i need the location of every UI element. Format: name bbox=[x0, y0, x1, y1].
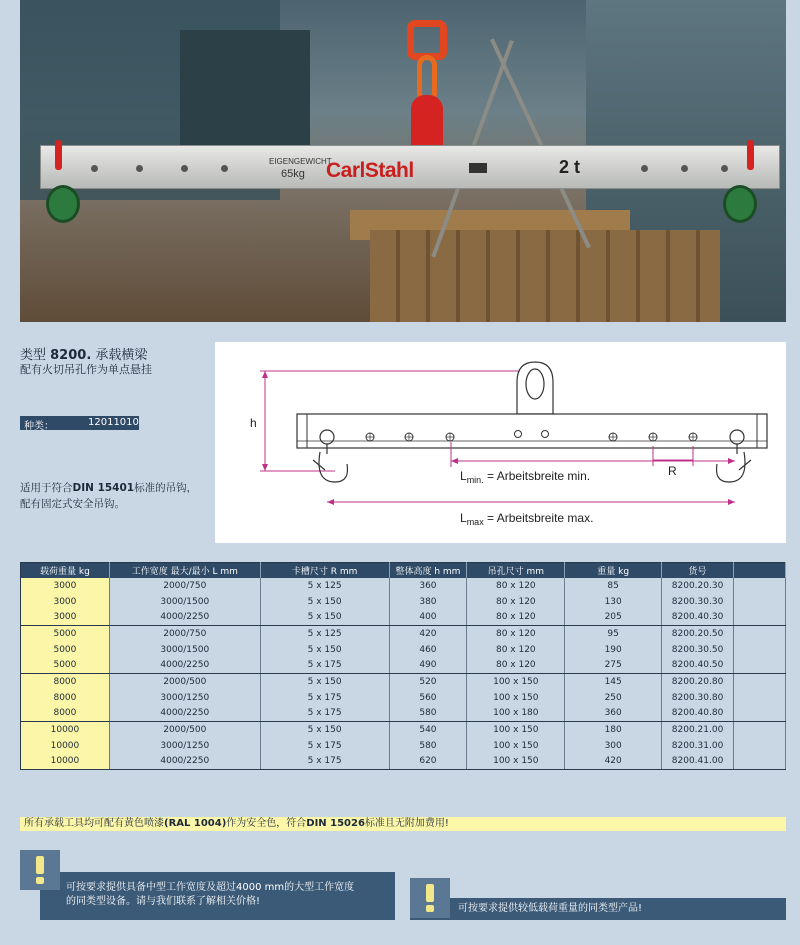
table-cell: 10000 bbox=[21, 754, 110, 770]
col-header: 载荷重量 kg bbox=[21, 563, 110, 578]
beam-weight-label: 65kg bbox=[281, 168, 305, 180]
col-header: 工作宽度 最大/最小 L mm bbox=[109, 563, 260, 578]
col-header bbox=[734, 563, 786, 578]
table-cell: 5 x 175 bbox=[260, 738, 389, 754]
safety-pin bbox=[747, 140, 754, 170]
table-cell: 8200.20.50 bbox=[662, 626, 734, 642]
hook-icon bbox=[723, 185, 757, 223]
table-cell: 5 x 150 bbox=[260, 610, 389, 626]
table-row bbox=[21, 626, 786, 642]
table-cell: 8200.30.30 bbox=[662, 594, 734, 610]
table-cell: 10000 bbox=[21, 722, 110, 738]
table-cell: 180 bbox=[565, 722, 662, 738]
table-row bbox=[21, 594, 786, 610]
table-cell: 5000 bbox=[21, 626, 110, 642]
info-box-wide-widths: 可按要求提供具备中型工作宽度及超过4000 mm的大型工作宽度 的同类型设备。请与我们联系了解相关价格! bbox=[40, 872, 395, 920]
col-header: 货号 bbox=[662, 563, 734, 578]
table-cell: 2000/750 bbox=[109, 626, 260, 642]
table-cell-empty bbox=[734, 754, 786, 770]
paint-note: 所有承载工具均可配有黄色喷漆(RAL 1004)作为安全色，符合DIN 15026标准且无附加费用! bbox=[20, 817, 786, 831]
table-cell: 5000 bbox=[21, 642, 110, 658]
table-cell: 100 x 150 bbox=[467, 690, 565, 706]
table-row bbox=[21, 610, 786, 626]
table-cell: 5 x 175 bbox=[260, 658, 389, 674]
table-cell: 275 bbox=[565, 658, 662, 674]
table-cell: 3000/1500 bbox=[109, 642, 260, 658]
table-cell: 8200.31.00 bbox=[662, 738, 734, 754]
table-cell: 3000/1500 bbox=[109, 594, 260, 610]
page-subtitle: 配有火切吊孔作为单点悬挂 bbox=[20, 363, 152, 376]
table-cell: 10000 bbox=[21, 738, 110, 754]
lmin-label: $L_{min.}$ = Arbeitsbreite min. bbox=[460, 469, 591, 485]
table-cell: 5 x 150 bbox=[260, 642, 389, 658]
table-row bbox=[21, 690, 786, 706]
type-label: 种类： bbox=[24, 421, 54, 432]
lifting-beam bbox=[40, 145, 780, 189]
table-cell: 130 bbox=[565, 594, 662, 610]
dimension-diagram bbox=[215, 342, 786, 543]
table-cell: 2000/750 bbox=[109, 578, 260, 594]
table-cell: 8200.30.50 bbox=[662, 642, 734, 658]
table-cell: 100 x 150 bbox=[467, 738, 565, 754]
table-row bbox=[21, 578, 786, 594]
table-cell: 80 x 120 bbox=[467, 658, 565, 674]
table-cell: 95 bbox=[565, 626, 662, 642]
table-cell: 460 bbox=[389, 642, 467, 658]
table-cell: 8200.20.80 bbox=[662, 674, 734, 690]
spec-table bbox=[20, 562, 786, 770]
table-cell-empty bbox=[734, 722, 786, 738]
beam-capacity-label: 2 t bbox=[559, 157, 581, 177]
table-cell: 5000 bbox=[21, 658, 110, 674]
table-cell-empty bbox=[734, 626, 786, 642]
table-cell: 8000 bbox=[21, 674, 110, 690]
col-header: 整体高度 h mm bbox=[389, 563, 467, 578]
name-plate bbox=[469, 163, 487, 173]
table-cell: 5 x 125 bbox=[260, 578, 389, 594]
table-cell-empty bbox=[734, 610, 786, 626]
table-cell: 8000 bbox=[21, 706, 110, 722]
table-cell-empty bbox=[734, 658, 786, 674]
photo-crate bbox=[370, 230, 720, 322]
table-cell: 490 bbox=[389, 658, 467, 674]
r-label: R bbox=[668, 464, 677, 478]
table-cell: 145 bbox=[565, 674, 662, 690]
type-value: 12011010 bbox=[88, 417, 139, 428]
exclamation-icon bbox=[20, 850, 60, 890]
table-cell: 4000/2250 bbox=[109, 658, 260, 674]
table-cell: 560 bbox=[389, 690, 467, 706]
table-cell: 380 bbox=[389, 594, 467, 610]
table-header-row bbox=[21, 563, 786, 578]
table-cell: 5 x 175 bbox=[260, 706, 389, 722]
info-box-lower-load: 可按要求提供较低载荷重量的同类型产品! bbox=[410, 898, 786, 920]
table-cell: 620 bbox=[389, 754, 467, 770]
safety-pin bbox=[55, 140, 62, 170]
table-cell: 205 bbox=[565, 610, 662, 626]
table-row bbox=[21, 754, 786, 770]
lmax-label: $L_{max}$ = Arbeitsbreite max. bbox=[460, 511, 594, 527]
table-row bbox=[21, 658, 786, 674]
table-cell: 190 bbox=[565, 642, 662, 658]
product-description: 适用于符合DIN 15401标准的吊钩， 配有固定式安全吊钩。 bbox=[20, 482, 198, 510]
table-cell: 360 bbox=[565, 706, 662, 722]
table-cell-empty bbox=[734, 738, 786, 754]
table-cell: 3000 bbox=[21, 594, 110, 610]
h-label: h bbox=[250, 416, 257, 430]
col-header: 卡槽尺寸 R mm bbox=[260, 563, 389, 578]
table-cell: 520 bbox=[389, 674, 467, 690]
table-cell-empty bbox=[734, 642, 786, 658]
table-cell: 3000/1250 bbox=[109, 690, 260, 706]
table-cell-empty bbox=[734, 578, 786, 594]
table-row bbox=[21, 722, 786, 738]
table-cell: 8200.41.00 bbox=[662, 754, 734, 770]
table-cell: 250 bbox=[565, 690, 662, 706]
table-cell: 8200.21.00 bbox=[662, 722, 734, 738]
table-cell: 4000/2250 bbox=[109, 754, 260, 770]
table-cell: 540 bbox=[389, 722, 467, 738]
crane-hook-rigging bbox=[407, 0, 447, 150]
table-cell: 100 x 150 bbox=[467, 754, 565, 770]
col-header: 重量 kg bbox=[565, 563, 662, 578]
table-cell-empty bbox=[734, 594, 786, 610]
table-cell: 100 x 150 bbox=[467, 674, 565, 690]
table-cell: 580 bbox=[389, 706, 467, 722]
table-cell: 420 bbox=[565, 754, 662, 770]
table-cell: 8200.30.80 bbox=[662, 690, 734, 706]
type-number-bar bbox=[20, 416, 139, 430]
table-cell: 5 x 150 bbox=[260, 594, 389, 610]
exclamation-icon bbox=[410, 878, 450, 918]
table-cell: 2000/500 bbox=[109, 674, 260, 690]
type-code: 8200. bbox=[50, 348, 92, 363]
brand-logo: CarlStahl bbox=[326, 159, 414, 182]
table-cell: 5 x 150 bbox=[260, 674, 389, 690]
table-cell: 360 bbox=[389, 578, 467, 594]
table-row bbox=[21, 738, 786, 754]
table-cell: 8200.40.50 bbox=[662, 658, 734, 674]
table-cell: 8200.40.30 bbox=[662, 610, 734, 626]
col-header: 吊孔尺寸 mm bbox=[467, 563, 565, 578]
table-cell: 8200.20.30 bbox=[662, 578, 734, 594]
table-row bbox=[21, 642, 786, 658]
table-cell: 4000/2250 bbox=[109, 610, 260, 626]
table-cell: 3000/1250 bbox=[109, 738, 260, 754]
table-cell-empty bbox=[734, 674, 786, 690]
table-cell-empty bbox=[734, 706, 786, 722]
beam-eigengewicht-label: EIGENGEWICHT bbox=[269, 157, 332, 166]
table-cell: 100 x 180 bbox=[467, 706, 565, 722]
table-cell: 580 bbox=[389, 738, 467, 754]
table-cell: 4000/2250 bbox=[109, 706, 260, 722]
table-cell: 3000 bbox=[21, 578, 110, 594]
page-title: 类型 8200. 承载横梁 bbox=[20, 348, 148, 363]
table-cell: 300 bbox=[565, 738, 662, 754]
hook-icon bbox=[46, 185, 80, 223]
table-cell: 8200.40.80 bbox=[662, 706, 734, 722]
table-cell: 80 x 120 bbox=[467, 594, 565, 610]
table-cell: 80 x 120 bbox=[467, 642, 565, 658]
table-cell: 400 bbox=[389, 610, 467, 626]
table-cell: 5 x 175 bbox=[260, 690, 389, 706]
table-cell: 8000 bbox=[21, 690, 110, 706]
table-cell-empty bbox=[734, 690, 786, 706]
table-cell: 80 x 120 bbox=[467, 626, 565, 642]
table-cell: 2000/500 bbox=[109, 722, 260, 738]
table-cell: 100 x 150 bbox=[467, 722, 565, 738]
table-cell: 5 x 125 bbox=[260, 626, 389, 642]
table-cell: 5 x 150 bbox=[260, 722, 389, 738]
table-cell: 80 x 120 bbox=[467, 578, 565, 594]
table-row bbox=[21, 674, 786, 690]
table-cell: 420 bbox=[389, 626, 467, 642]
product-photo bbox=[20, 0, 786, 322]
table-cell: 3000 bbox=[21, 610, 110, 626]
table-body bbox=[21, 578, 786, 770]
table-cell: 5 x 175 bbox=[260, 754, 389, 770]
table-cell: 80 x 120 bbox=[467, 610, 565, 626]
table-cell: 85 bbox=[565, 578, 662, 594]
table-row bbox=[21, 706, 786, 722]
beam-drawing bbox=[215, 342, 786, 543]
